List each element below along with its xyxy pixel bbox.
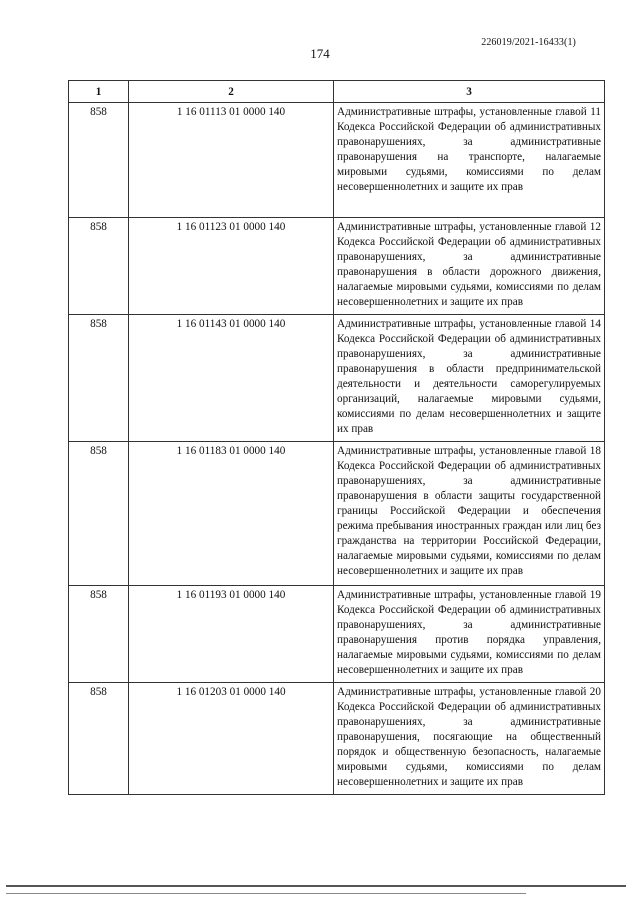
description-cell: Административные штрафы, установленные главой 20 Кодекса Российской Федерации об административных правонарушениях, за административные правонарушения, посягающие на общественный порядок и общественную безопасность, налагаемые мировыми судьями, комиссиями по делам несовершеннолетних и защите их прав — [334, 683, 605, 795]
table-row — [69, 315, 605, 442]
column-header-1: 1 — [69, 81, 129, 103]
description-cell: Административные штрафы, установленные главой 19 Кодекса Российской Федерации об административных правонарушениях, за административные правонарушения против порядка управления, налагаемые мировыми судьями, комиссиями по делам несовершеннолетних и защите их прав — [334, 586, 605, 683]
column-header-3: 3 — [334, 81, 605, 103]
table-row — [69, 103, 605, 218]
admin-code-cell: 858 — [69, 683, 129, 795]
revenue-code-cell: 1 16 01203 01 0000 140 — [129, 683, 334, 795]
admin-code-cell: 858 — [69, 442, 129, 586]
revenue-code-cell: 1 16 01123 01 0000 140 — [129, 218, 334, 315]
admin-code-cell: 858 — [69, 103, 129, 218]
admin-code-cell: 858 — [69, 218, 129, 315]
scan-edge-line — [6, 885, 626, 887]
scan-edge-line-secondary — [6, 893, 526, 894]
revenue-code-cell: 1 16 01143 01 0000 140 — [129, 315, 334, 442]
table-row — [69, 442, 605, 586]
table-header-row — [69, 81, 605, 103]
page-number: 174 — [310, 46, 330, 61]
revenue-code-cell: 1 16 01183 01 0000 140 — [129, 442, 334, 586]
revenue-code-cell: 1 16 01113 01 0000 140 — [129, 103, 334, 218]
table-row — [69, 218, 605, 315]
revenue-code-cell: 1 16 01193 01 0000 140 — [129, 586, 334, 683]
admin-code-cell: 858 — [69, 586, 129, 683]
description-cell: Административные штрафы, установленные главой 12 Кодекса Российской Федерации об административных правонарушениях, за административные правонарушения в области дорожного движения, налагаемые мировыми судьями, комиссиями по делам несовершеннолетних и защите их прав — [334, 218, 605, 315]
table-row — [69, 683, 605, 795]
column-header-2: 2 — [129, 81, 334, 103]
description-cell: Административные штрафы, установленные главой 18 Кодекса Российской Федерации об административных правонарушениях, за административные правонарушения в области защиты государственной границы Российской Федерации и обеспечения режима пребывания иностранных граждан или лиц без гражданства на территории Российской Федерации, налагаемые мировыми судьями, комиссиями по делам несовершеннолетних и защите их прав — [334, 442, 605, 586]
revenue-codes-table — [68, 80, 605, 795]
admin-code-cell: 858 — [69, 315, 129, 442]
table-row — [69, 586, 605, 683]
description-cell: Административные штрафы, установленные главой 14 Кодекса Российской Федерации об административных правонарушениях, за административные правонарушения в области предпринимательской деятельности и деятельности саморегулируемых организаций, налагаемые мировыми судьями, комиссиями по делам несовершеннолетних и защите их прав — [334, 315, 605, 442]
document-id: 226019/2021-16433(1) — [481, 37, 576, 48]
description-cell: Административные штрафы, установленные главой 11 Кодекса Российской Федерации об административных правонарушениях, за административные правонарушения на транспорте, налагаемые мировыми судьями, комиссиями по делам несовершеннолетних и защите их прав — [334, 103, 605, 218]
